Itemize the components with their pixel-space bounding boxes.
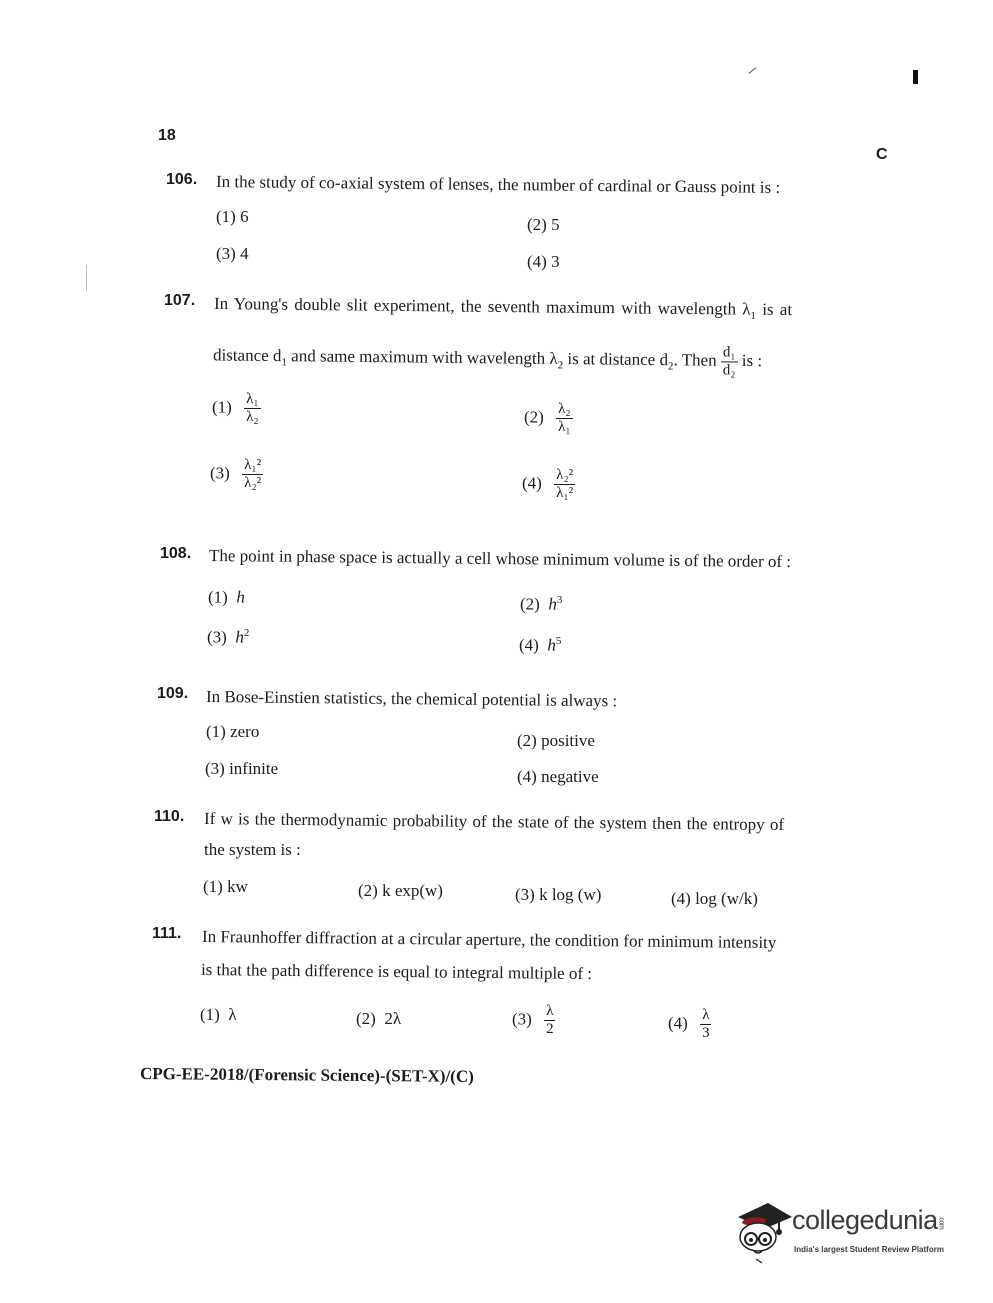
option-4: (4) $\frac{\text{λ₂²}}{\text{λ₁²}}$ xyxy=(522,467,574,501)
question-number: 110. xyxy=(154,808,185,825)
question-text-line-2: distance $d_1$ and same maximum with wavelength $\lambda_2$ is at distance $d_2$. Then $\frac{\text{d₁}}{\text{d₂}}$ is : xyxy=(212,344,763,379)
fraction: $\frac{\lambda}{3}$ xyxy=(702,1007,710,1041)
page-number: 18 xyxy=(158,127,176,144)
option-1: (1) h xyxy=(208,587,245,607)
option-1: (1) zero xyxy=(206,722,260,741)
scan-mark xyxy=(749,67,757,74)
question-text-line-2: is that the path difference is equal to integral multiple of : xyxy=(200,960,593,984)
question-text-line-2: the system is : xyxy=(204,840,301,859)
option-1: (1) kw xyxy=(203,877,248,896)
question-text-line-1: In Fraunhoffer diffraction at a circular aperture, the condition for minimum intensity xyxy=(201,927,777,953)
question-text: In Bose-Einstien statistics, the chemical potential is always : xyxy=(205,687,618,711)
document-footer: CPG-EE-2018/(Forensic Science)-(SET-X)/(C) xyxy=(139,1064,474,1086)
question-text: In the study of co-axial system of lenses, the number of cardinal or Gauss point is : xyxy=(215,172,781,197)
option-4: (4) negative xyxy=(517,767,599,786)
fraction: $\frac{\lambda}{2}$ xyxy=(546,1003,554,1037)
option-4: (4) $\frac{\lambda}{3}$ xyxy=(668,1007,710,1041)
logo-tagline: India's largest Student Review Platform xyxy=(794,1245,944,1254)
fraction: $\frac{\text{λ₂}}{\text{λ₁}}$ xyxy=(558,401,571,435)
option-4: (4) $h^5$ xyxy=(519,635,562,655)
fraction: $\frac{\text{λ₁²}}{\text{λ₂²}}$ xyxy=(244,457,262,491)
scan-mark xyxy=(86,265,87,291)
option-3: (3) $\frac{\text{λ₁²}}{\text{λ₂²}}$ xyxy=(210,457,262,491)
option-4: (4) 3 xyxy=(527,252,560,271)
fraction: $\frac{\text{λ₂²}}{\text{λ₁²}}$ xyxy=(556,467,574,501)
option-2: (2) positive xyxy=(517,731,595,750)
question-number: 108. xyxy=(160,545,192,562)
option-4: (4) log (w/k) xyxy=(671,889,758,908)
option-2: (2) 5 xyxy=(527,215,560,234)
option-3: (3) $\frac{\lambda}{2}$ xyxy=(512,1003,554,1037)
option-2: (2) $\frac{\text{λ₂}}{\text{λ₁}}$ xyxy=(524,401,571,435)
question-text-line-1: If w is the thermodynamic probability of the state of the system then the entropy of xyxy=(203,809,785,835)
fraction-d1-d2: $\frac{\text{d₁}}{\text{d₂}}$ xyxy=(722,344,736,379)
question-number: 106. xyxy=(166,171,198,188)
mascot-icon xyxy=(734,1197,794,1265)
logo-wordmark: collegedunia.com xyxy=(792,1205,945,1235)
fraction: $\frac{\text{λ₁}}{\text{λ₂}}$ xyxy=(246,391,259,425)
option-2: (2) k exp(w) xyxy=(358,881,443,900)
question-number: 107. xyxy=(164,292,196,309)
option-1: (1) $\frac{\text{λ₁}}{\text{λ₂}}$ xyxy=(212,391,259,425)
question-text-line-1: In Young's double slit experiment, the seventh maximum with wavelength $\lambda_1$ is at xyxy=(213,294,793,323)
option-1: (1) 6 xyxy=(216,207,249,226)
option-2: (2) $h^3$ xyxy=(520,594,563,614)
option-2: (2) 2λ xyxy=(356,1009,402,1028)
set-letter: C xyxy=(876,146,888,163)
question-text: The point in phase space is actually a cell whose minimum volume is of the order of : xyxy=(208,546,792,572)
option-3: (3) k log (w) xyxy=(515,885,602,904)
option-3: (3) infinite xyxy=(205,759,279,778)
option-1: (1) λ xyxy=(200,1005,237,1024)
scan-mark xyxy=(913,70,918,84)
option-3: (3) $h^2$ xyxy=(207,627,250,647)
question-number: 111. xyxy=(152,925,182,942)
question-number: 109. xyxy=(157,685,189,702)
option-3: (3) 4 xyxy=(216,244,249,263)
collegedunia-logo xyxy=(734,1197,960,1267)
